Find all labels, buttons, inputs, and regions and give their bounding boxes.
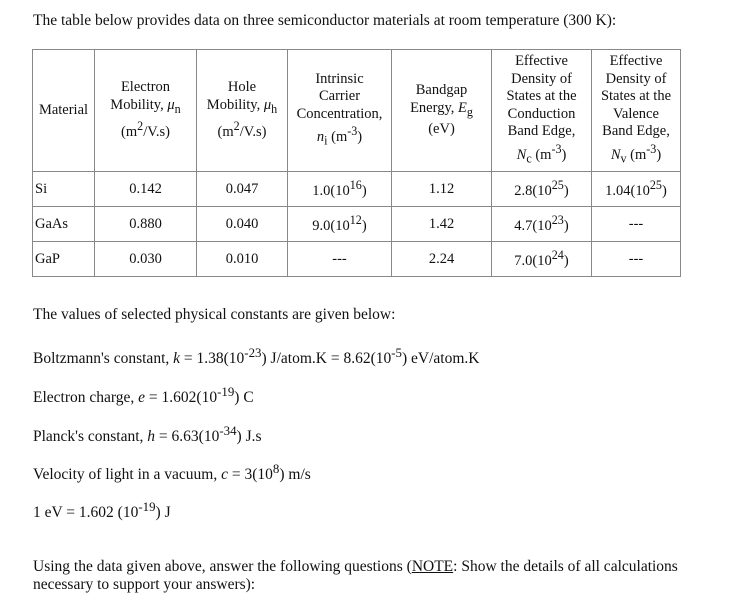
velocity-of-light: Velocity of light in a vacuum, $c = 3(10^8)$ m/s <box>33 461 311 484</box>
table-row-gap <box>33 242 681 277</box>
constants-intro: The values of selected physical constants are given below: <box>33 306 396 323</box>
table-header-row <box>33 50 681 172</box>
cell-bandgap: 2.24 <box>392 242 492 277</box>
cell-hole-mobility: 0.047 <box>197 172 288 207</box>
header-valence-band-density: Effective Density of States at the Valence Band Edge, $N_v$ $(m^{-3})$ <box>592 50 681 172</box>
electron-charge: Electron charge, $e = 1.602(10^{-19})$ C <box>33 384 254 407</box>
cell-electron-mobility: 0.880 <box>95 207 197 242</box>
cell-nv: --- <box>592 207 681 242</box>
header-electron-mobility: Electron Mobility, $\mu_n$ $(m^2/V.s)$ <box>95 50 197 172</box>
cell-bandgap: 1.42 <box>392 207 492 242</box>
semiconductor-table <box>32 49 681 277</box>
header-material: Material <box>33 50 95 172</box>
header-conduction-band-density: Effective Density of States at the Conduction Band Edge, $N_c$ $(m^{-3})$ <box>492 50 592 172</box>
cell-nc: $4.7(10^{23})$ <box>492 207 592 242</box>
cell-nv: --- <box>592 242 681 277</box>
header-bandgap-energy: Bandgap Energy, $E_g$ (eV) <box>392 50 492 172</box>
cell-intrinsic-concentration: $1.0(10^{16})$ <box>288 172 392 207</box>
table-row-gaas <box>33 207 681 242</box>
cell-hole-mobility: 0.040 <box>197 207 288 242</box>
question-instructions: Using the data given above, answer the following questions (NOTE: Show the details of all calculations necessary to support your answers): <box>33 558 678 593</box>
table-row-si <box>33 172 681 207</box>
cell-electron-mobility: 0.142 <box>95 172 197 207</box>
cell-nc: $2.8(10^{25})$ <box>492 172 592 207</box>
header-hole-mobility: Hole Mobility, $\mu_h$ $(m^2/V.s)$ <box>197 50 288 172</box>
cell-material: GaAs <box>33 207 95 242</box>
cell-intrinsic-concentration: $9.0(10^{12})$ <box>288 207 392 242</box>
cell-intrinsic-concentration: --- <box>288 242 392 277</box>
cell-material: Si <box>33 172 95 207</box>
intro-text: The table below provides data on three semiconductor materials at room temperature (300 K): <box>33 12 617 29</box>
cell-nc: $7.0(10^{24})$ <box>492 242 592 277</box>
cell-hole-mobility: 0.010 <box>197 242 288 277</box>
cell-material: GaP <box>33 242 95 277</box>
electron-volt-conversion: 1 eV = 1.602 $(10^{-19})$ J <box>33 499 171 522</box>
cell-bandgap: 1.12 <box>392 172 492 207</box>
planck-constant: Planck's constant, $h = 6.63(10^{-34})$ J.s <box>33 423 262 446</box>
boltzmann-constant: Boltzmann's constant, $k = 1.38(10^{-23})$ J/atom.K = $8.62(10^{-5})$ eV/atom.K <box>33 345 480 368</box>
cell-nv: $1.04(10^{25})$ <box>592 172 681 207</box>
header-intrinsic-concentration: Intrinsic Carrier Concentration, $n_i$ $(m^{-3})$ <box>288 50 392 172</box>
cell-electron-mobility: 0.030 <box>95 242 197 277</box>
